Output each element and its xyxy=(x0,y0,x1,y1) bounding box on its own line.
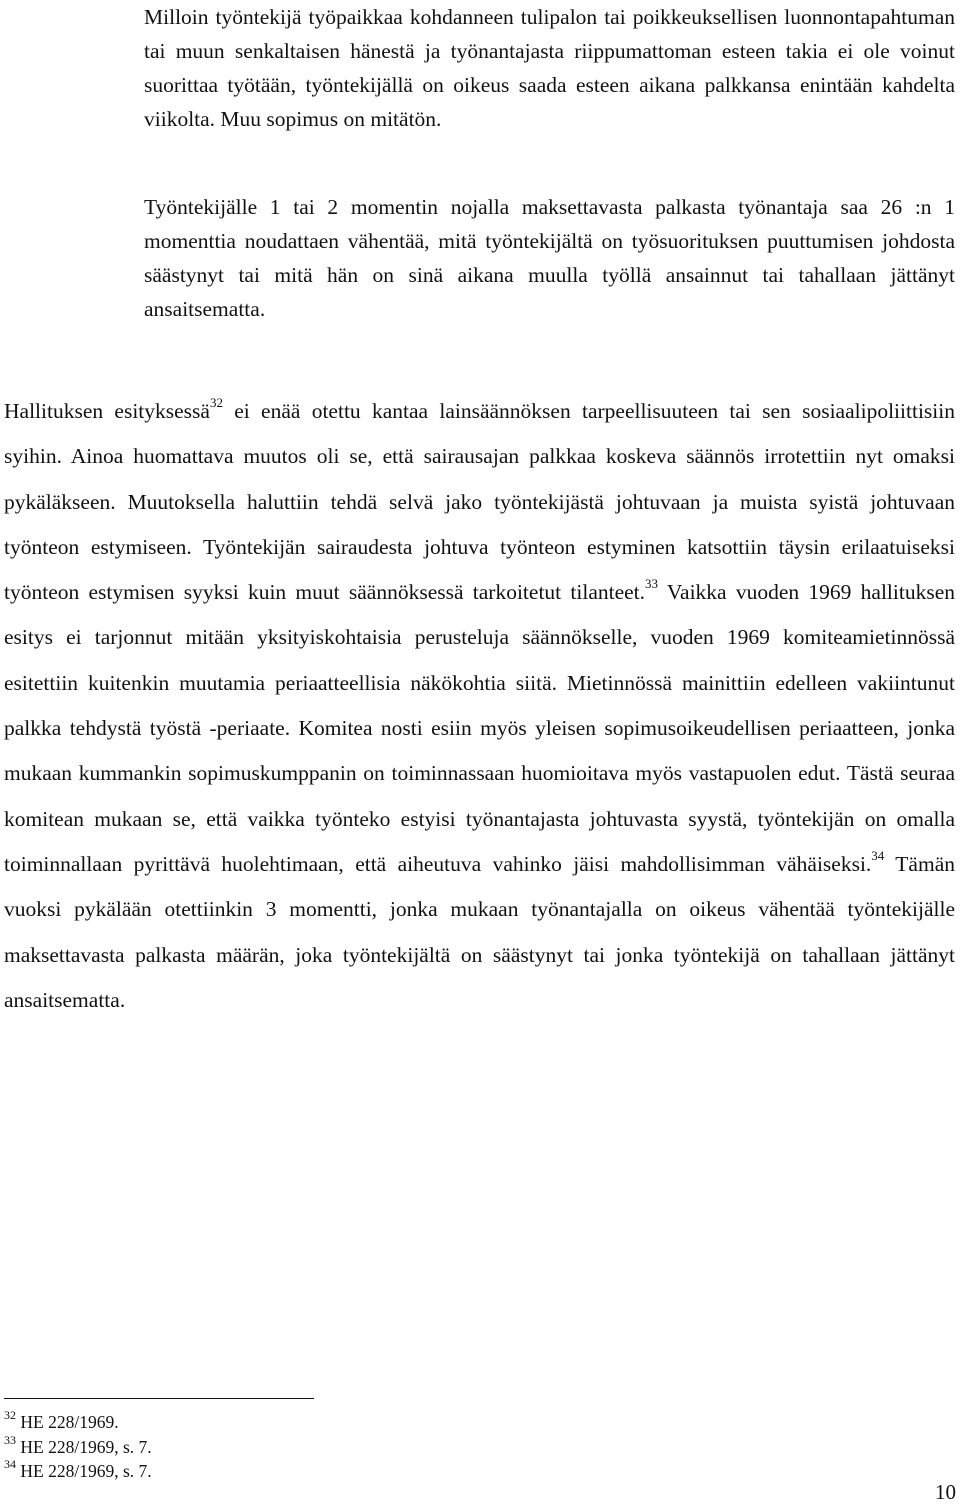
quote-paragraph-2: Työntekijälle 1 tai 2 momentin nojalla maksettavasta palkasta työnantaja saa 26 :n 1 momenttia noudattaen vähentää, mitä työntekijältä on työsuorituksen puuttumisen johdosta säästynyt tai mitä hän on sinä aikana muulla työllä ansainnut tai tahallaan jättänyt ansaitsematta. xyxy=(144,195,955,321)
page-number: 10 xyxy=(935,1480,956,1504)
footnote-number: 34 xyxy=(4,1457,16,1472)
footnote-34 xyxy=(4,1459,604,1484)
footnote-number: 32 xyxy=(4,1408,16,1423)
footnote-reference-32: 32 xyxy=(209,394,223,410)
footnote-reference-34: 34 xyxy=(871,847,885,863)
quote-paragraph-1: Milloin työntekijä työpaikkaa kohdanneen tulipalon tai poikkeuksellisen luonnontapahtuman tai muun senkaltaisen hänestä ja työnantajasta riippumattoman esteen takia ei ole voinut suorittaa työtään, työntekijällä on oikeus saada esteen aikana palkkansa enintään kahdelta viikolta. Muu sopimus on mitätön. xyxy=(144,5,955,131)
footnote-33 xyxy=(4,1432,604,1460)
footnote-text: HE 228/1969. xyxy=(16,1412,119,1432)
footnote-text: HE 228/1969, s. 7. xyxy=(16,1436,152,1457)
footnote-reference-33: 33 xyxy=(645,576,659,592)
body-text-segment-4: Tämän vuoksi pykälään otettiinkin 3 momentti, jonka mukaan työnantajalla on oikeus vähentää työntekijälle maksettavasta palkasta määrän, joka työntekijältä on säästynyt tai jonka työntekijä on tahallaan jättänyt ansaitsematta. xyxy=(4,851,955,1012)
body-text-segment-3: Vaikka vuoden 1969 hallituksen esitys ei tarjonnut mitään yksityiskohtaisia perusteluja säännökselle, vuoden 1969 komiteamietinnössä esitettiin kuitenkin muutamia periaatteellisia näkökohtia siitä. Mietinnössä mainittiin edelleen vakiintunut palkka tehdystä työstä -periaate. Komitea nosti esiin myös yleisen sopimusoikeudellisen periaatteen, jonka mukaan kummankin sopimuskumppanin on toiminnassaan huomioitava myös vastapuolen edut. Tästä seuraa komitean mukaan se, että vaikka työnteko estyisi työnantajasta johtuvasta syystä, työntekijän on omalla toiminnallaan pyrittävä huolehtimaan, että aiheutuva vahinko jäisi mahdollisimman vähäiseksi. xyxy=(4,580,956,876)
footnote-separator xyxy=(4,1398,314,1399)
body-text-segment-2: ei enää otettu kantaa lainsäännöksen tarpeellisuuteen tai sen sosiaalipoliittisiin syihin. Ainoa huomattava muutos oli se, että sairausajan palkkaa koskeva säännös irrotettiin nyt omaksi pykäläkseen. Muutoksella haluttiin tehdä selvä jako työntekijästä johtuvaan ja muista syistä johtuvaan työnteon estymiseen. Työntekijän sairaudesta johtuva työnteon estyminen katsottiin täysin erilaatuiseksi työnteon estymisen syyksi kuin muut säännöksessä tarkoitetut tilanteet. xyxy=(4,399,955,605)
footnote-number: 33 xyxy=(4,1432,16,1447)
body-text-segment-1: Hallituksen esityksessä xyxy=(4,399,210,423)
footnotes xyxy=(4,1410,604,1484)
footnote-text: HE 228/1969, s. 7. xyxy=(16,1461,152,1482)
body-paragraph xyxy=(4,389,955,1023)
footnote-32 xyxy=(4,1410,604,1435)
